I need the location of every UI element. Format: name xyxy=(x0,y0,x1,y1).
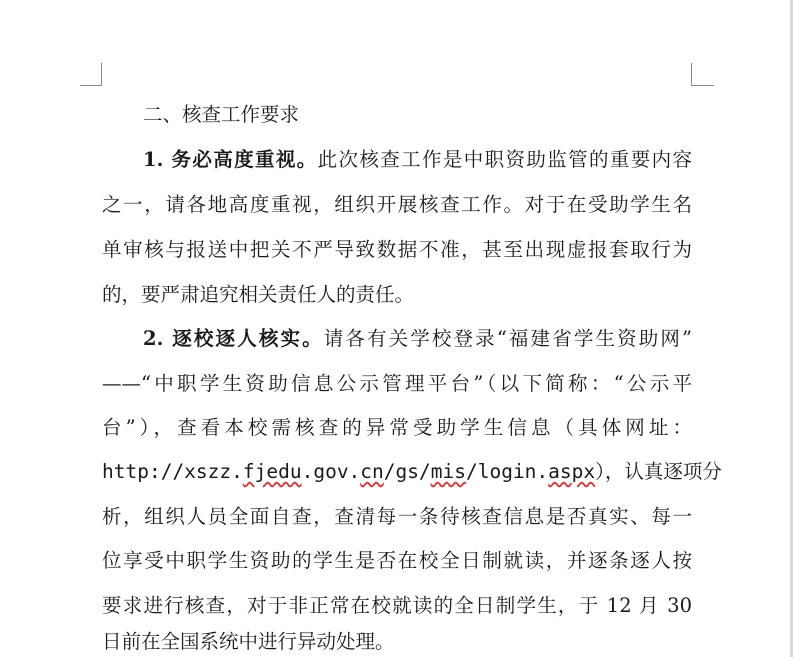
para1-line3: 单审核与报送中把关不严导致数据不准，甚至出现虚报套取行为 xyxy=(102,238,692,261)
para2-line4 xyxy=(102,460,722,486)
url-link[interactable]: http://xszz.fjedu.gov.cn/gs/mis/login.aspx xyxy=(102,460,596,483)
para1-line1-text: 此次核查工作是中职资助监管的重要内容 xyxy=(317,148,692,171)
para1-line4: 的，要严肃追究相关责任人的责任。 xyxy=(102,283,415,306)
para1-lead: 1. 务必高度重视。 xyxy=(143,148,318,171)
para2-line5: 析，组织人员全面自查，查清每一条待核查信息是否真实、每一 xyxy=(102,505,692,528)
section-heading-text: 二、核查工作要求 xyxy=(143,103,300,126)
para2-line8: 日前在全国系统中进行异动处理。 xyxy=(102,630,395,653)
para1-line2: 之一，请各地高度重视，组织开展核查工作。对于在受助学生名 xyxy=(102,193,692,216)
section-heading xyxy=(143,103,543,129)
para2-line2: ——“中职学生资助信息公示管理平台”（以下简称：“公示平 xyxy=(102,372,692,395)
top-left-margin-mark xyxy=(80,63,102,86)
para2-line4-tail: ），认真逐项分 xyxy=(595,460,722,483)
top-right-margin-mark xyxy=(691,63,714,86)
para2-line6: 位享受中职学生资助的学生是否在校全日制就读，并逐条逐人按 xyxy=(102,549,692,572)
para2-line3: 台”），查看本校需核查的异常受助学生信息（具体网址： xyxy=(102,416,692,439)
para2-line7: 要求进行核查，对于非正常在校就读的全日制学生，于 12 月 30 xyxy=(102,594,692,617)
para2-lead: 2. 逐校逐人核实。 xyxy=(143,327,324,350)
para1-line1 xyxy=(143,148,692,174)
para2-line1 xyxy=(143,327,692,353)
para2-line1-text: 请各有关学校登录“福建省学生资助网” xyxy=(323,327,692,350)
